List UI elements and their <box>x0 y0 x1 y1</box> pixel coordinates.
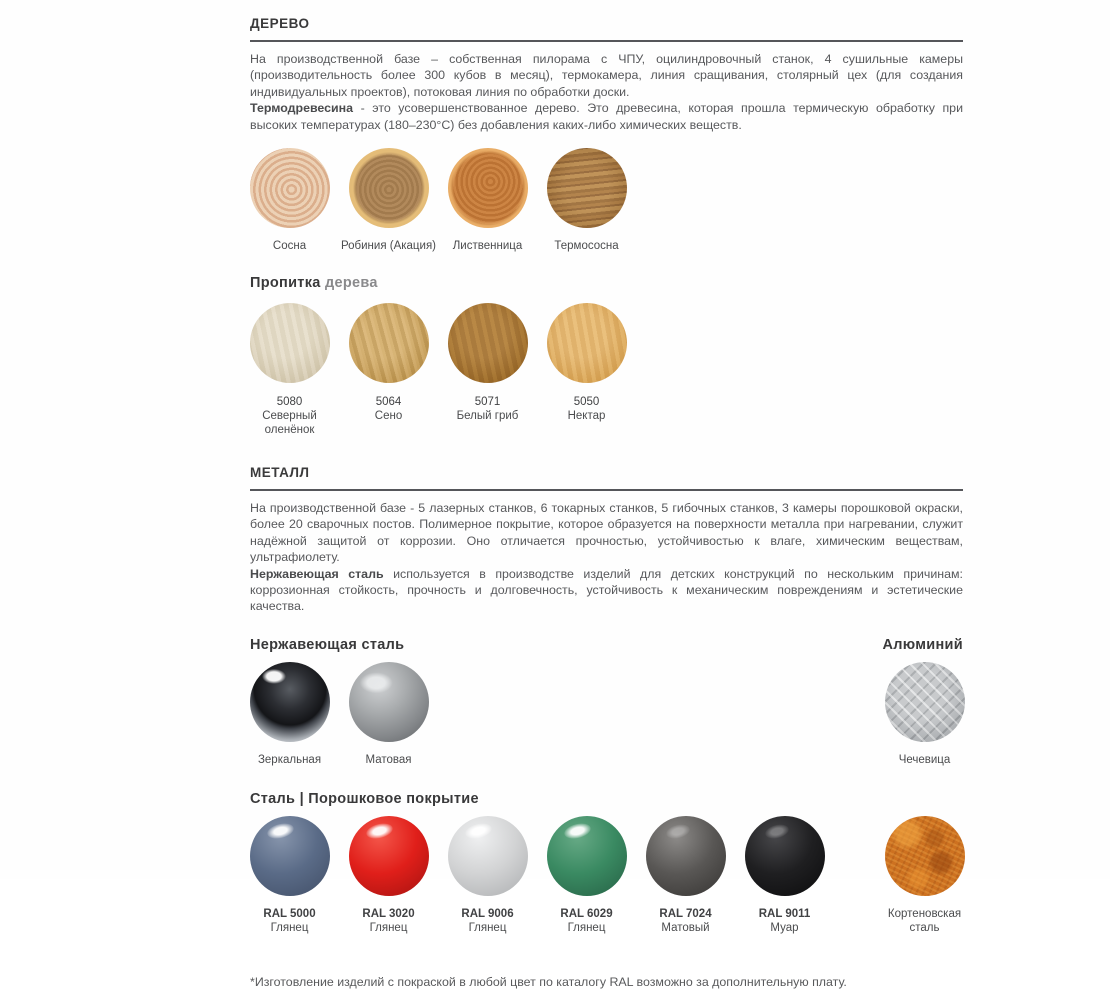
powder-ral-3020 <box>339 816 438 935</box>
wood-type-robinia <box>339 148 438 253</box>
ral-6029-swatch <box>547 816 627 896</box>
ral-code: RAL 9011 <box>758 907 811 920</box>
aluminum-heading: Алюминий <box>882 636 963 653</box>
ral-5000-swatch <box>250 816 330 896</box>
wood-type-pine <box>240 148 339 253</box>
wood-section <box>0 16 1110 437</box>
impregnation-5050 <box>537 303 636 437</box>
impregnation-name: Сено <box>374 410 403 423</box>
metal-description <box>250 500 963 566</box>
stainless-aluminum-row <box>240 662 974 767</box>
powder-ral-5000 <box>240 816 339 935</box>
impregnation-heading-main: Пропитка <box>250 275 321 292</box>
powder-ral-7024 <box>636 816 735 935</box>
stainless-heading: Нержавеющая сталь <box>250 636 405 653</box>
ral-finish: Глянец <box>567 921 606 934</box>
larch-slice-swatch <box>448 148 528 228</box>
wood-type-thermopine <box>537 148 636 253</box>
ral-code: RAL 9006 <box>461 907 514 920</box>
ral-code: RAL 5000 <box>263 907 316 920</box>
matte-steel-swatch <box>349 662 429 742</box>
ral-finish: Глянец <box>468 921 507 934</box>
impregnation-heading <box>250 275 963 291</box>
swatch-label: Термососна <box>554 240 619 253</box>
swatch-label <box>759 907 811 935</box>
impregnation-heading-sub: дерева <box>324 275 378 292</box>
metal-section-heading: МЕТАЛЛ <box>250 465 963 491</box>
impregnation-5071-swatch <box>448 303 528 383</box>
impregnation-code: 5064 <box>375 396 402 409</box>
powder-ral-9006 <box>438 816 537 935</box>
ral-code: RAL 6029 <box>560 907 613 920</box>
stainless-text: используется в производстве изделий для детских конструкций по нескольким причинам: коррозионная стойкость, прочность и долговечность, устойчивость к механическим повреждениям и эстетические качества. <box>250 566 964 614</box>
aluminum-lentil <box>875 662 974 767</box>
wood-types-row <box>240 148 974 253</box>
stainless-mirror <box>240 662 339 767</box>
powder-corten <box>875 816 974 935</box>
swatch-label: Лиственница <box>452 240 523 253</box>
impregnation-code: 5050 <box>573 396 600 409</box>
metal-description-text: На производственной базе - 5 лазерных станков, 6 токарных станков, 5 гибочных станков, 3 камеры порошковой окраски, более 20 сварочных постов. Полимерное покрытие, которое образуется на поверхности металла при нагревании, служит надёжной защитой от коррозии. Оно отличается прочностью, устойчивостью к влаге, химическим веществам, ультрафиолету. <box>250 501 963 565</box>
powder-coating-row <box>240 816 974 935</box>
corten-steel-swatch <box>885 816 965 896</box>
ral-code: RAL 3020 <box>362 907 415 920</box>
powder-ral-6029 <box>537 816 636 935</box>
ral-9006-swatch <box>448 816 528 896</box>
powder-coating-heading: Сталь | Порошковое покрытие <box>250 790 479 807</box>
metal-section <box>0 465 1110 935</box>
metal-headings-row <box>250 637 963 653</box>
pine-slice-swatch <box>250 148 330 228</box>
aluminum-checker-swatch <box>885 662 965 742</box>
swatch-label <box>362 907 414 935</box>
footer-note: *Изготовление изделий с покраской в любой цвет по каталогу RAL возможно за дополнительную плату. <box>250 974 847 989</box>
swatch-label: Чечевица <box>898 753 951 766</box>
swatch-label: Зеркальная <box>257 753 322 766</box>
impregnation-code: 5080 <box>276 396 303 409</box>
ral-finish: Муар <box>770 921 799 934</box>
swatch-label <box>240 395 339 437</box>
impregnation-name: Северный оленёнок <box>262 410 317 437</box>
impregnation-5080-swatch <box>250 303 330 383</box>
ral-9011-swatch <box>745 816 825 896</box>
impregnation-5064-swatch <box>349 303 429 383</box>
thermowood-term: Термодревесина <box>250 101 354 116</box>
impregnation-5071 <box>438 303 537 437</box>
impregnation-name: Нектар <box>567 410 606 423</box>
stainless-description <box>250 566 963 615</box>
impregnation-code: 5071 <box>474 396 501 409</box>
swatch-label <box>659 907 711 935</box>
swatch-label <box>568 395 606 423</box>
impregnation-5080 <box>240 303 339 437</box>
robinia-slice-swatch <box>349 148 429 228</box>
ral-7024-swatch <box>646 816 726 896</box>
impregnation-name: Белый гриб <box>456 410 519 423</box>
swatch-label <box>560 907 612 935</box>
swatch-label: Матовая <box>365 753 412 766</box>
mirror-steel-swatch <box>250 662 330 742</box>
thermopine-slice-swatch <box>547 148 627 228</box>
wood-type-larch <box>438 148 537 253</box>
stainless-matte <box>339 662 438 767</box>
ral-finish: Глянец <box>369 921 408 934</box>
ral-finish: Глянец <box>270 921 309 934</box>
swatch-label: Кортеновская сталь <box>887 907 962 934</box>
powder-ral-9011 <box>735 816 834 935</box>
wood-description <box>250 51 963 100</box>
impregnation-row <box>240 303 974 437</box>
wood-description-text: На производственной базе – собственная пилорама с ЧПУ, оцилиндровочный станок, 4 сушильные камеры (производительность более 300 кубов в месяц), термокамера, линия сращивания, столярный цех (для создания индивидуальных проектов), потоковая линия по обработки доски. <box>250 52 963 99</box>
swatch-label <box>461 907 513 935</box>
impregnation-5064 <box>339 303 438 437</box>
thermowood-description <box>250 100 963 133</box>
impregnation-5050-swatch <box>547 303 627 383</box>
swatch-label <box>375 395 402 423</box>
swatch-label <box>263 907 315 935</box>
thermowood-text: - это усовершенствованное дерево. Это древесина, которая прошла термическую обработку при высоких температурах (180–230°С) без добавления каких-либо химических веществ. <box>250 101 963 132</box>
swatch-label: Сосна <box>272 240 307 253</box>
ral-code: RAL 7024 <box>659 907 712 920</box>
stainless-term: Нержавеющая сталь <box>250 566 384 581</box>
swatch-label: Робиния (Акация) <box>340 240 436 253</box>
ral-finish: Матовый <box>661 921 710 934</box>
wood-section-heading: ДЕРЕВО <box>250 16 963 42</box>
ral-3020-swatch <box>349 816 429 896</box>
swatch-label <box>457 395 519 423</box>
